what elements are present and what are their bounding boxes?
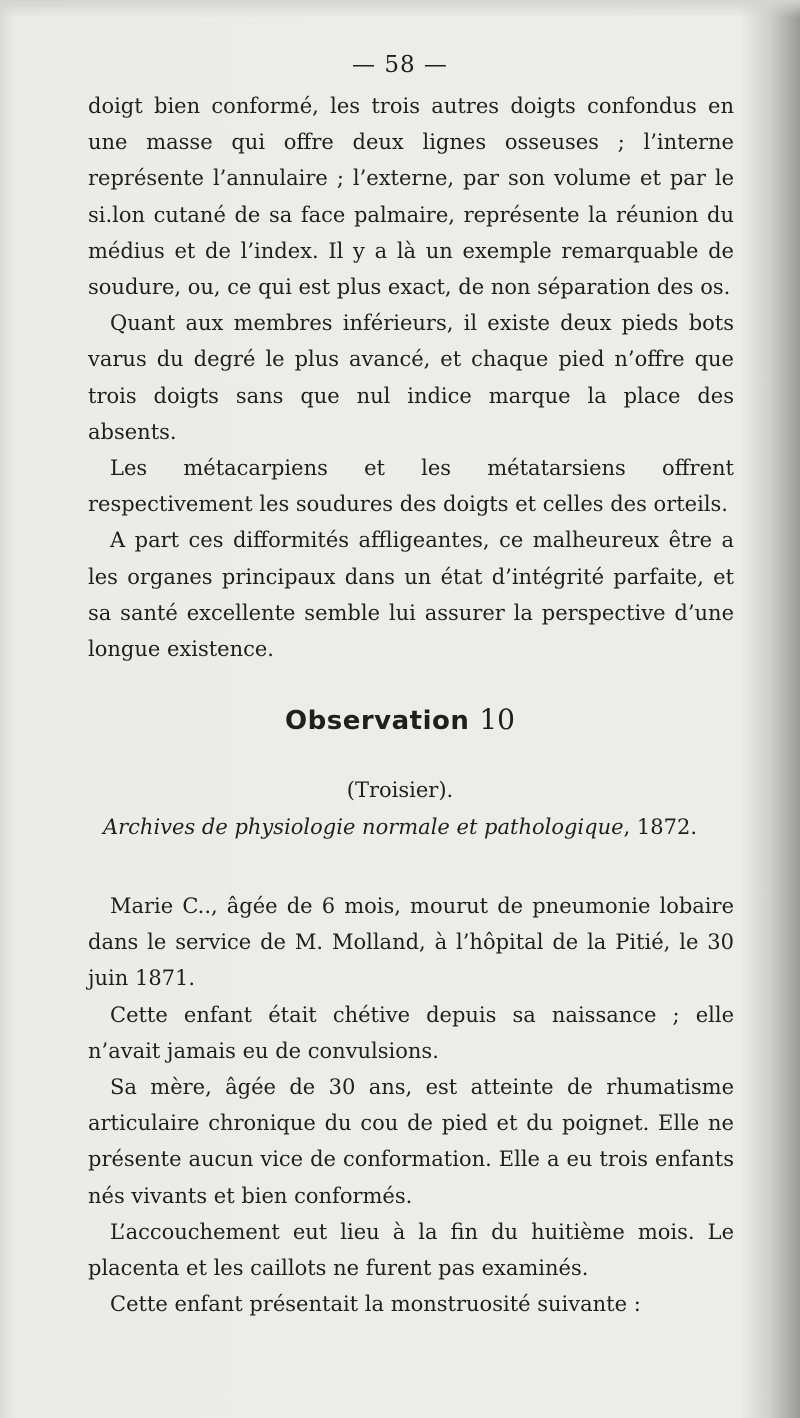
- observation-heading-number: 10: [479, 703, 515, 736]
- paragraph: L’accouchement eut lieu à la fin du huitième mois. Le placenta et les caillots ne furent pas examinés.: [88, 1219, 734, 1281]
- observation-author: (Troisier).: [346, 778, 454, 802]
- page-number: — 58 —: [352, 52, 448, 78]
- observation-heading: [0, 702, 800, 736]
- journal-title: Archives de physiologie normale et pathologique: [102, 815, 624, 839]
- paragraph: Marie C.., âgée de 6 mois, mourut de pneumonie lobaire dans le service de M. Molland, à l’hôpital de la Pitié, le 30 juin 1871.: [88, 894, 734, 991]
- paragraph: A part ces difformités affligeantes, ce malheureux être a les organes principaux dans un état d’intégrité parfaite, et sa santé excellente semble lui assurer la perspective d’une longue existence.: [88, 528, 734, 662]
- observation-source: [0, 815, 800, 839]
- observation-heading-word: Observation: [285, 706, 470, 736]
- paragraph: Les métacarpiens et les métatarsiens offrent respectivement les soudures des doigts et celles des orteils.: [88, 456, 734, 517]
- paragraph: Cette enfant présentait la monstruosité suivante :: [110, 1292, 641, 1317]
- paragraph: doigt bien conformé, les trois autres doigts confondus en une masse qui offre deux lignes osseuses ; l’interne représente l’annulaire ; l’externe, par son volume et par le si.lon cutané de sa face palmaire, représente la réunion du médius et de l’index. Il y a là un exemple remarquable de soudure, ou, ce qui est plus exact, de non séparation des os.: [88, 94, 734, 300]
- journal-year: , 1872.: [623, 815, 698, 839]
- text-block-continuation: [88, 88, 734, 667]
- paragraph: Quant aux membres inférieurs, il existe deux pieds bots varus du degré le plus avancé, et chaque pied n’offre que trois doigts sans que nul indice marque la place des absents.: [88, 311, 734, 444]
- paragraph: Cette enfant était chétive depuis sa naissance ; elle n’avait jamais eu de convulsions.: [88, 1002, 734, 1063]
- paragraph: Sa mère, âgée de 30 ans, est atteinte de rhumatisme articulaire chronique du cou de pied et du poignet. Elle ne présente aucun vice de conformation. Elle a eu trois enfants nés vivants et bien conformés.: [88, 1075, 734, 1208]
- page-edge-shadow: [0, 0, 800, 18]
- text-block-observation: [88, 888, 734, 1322]
